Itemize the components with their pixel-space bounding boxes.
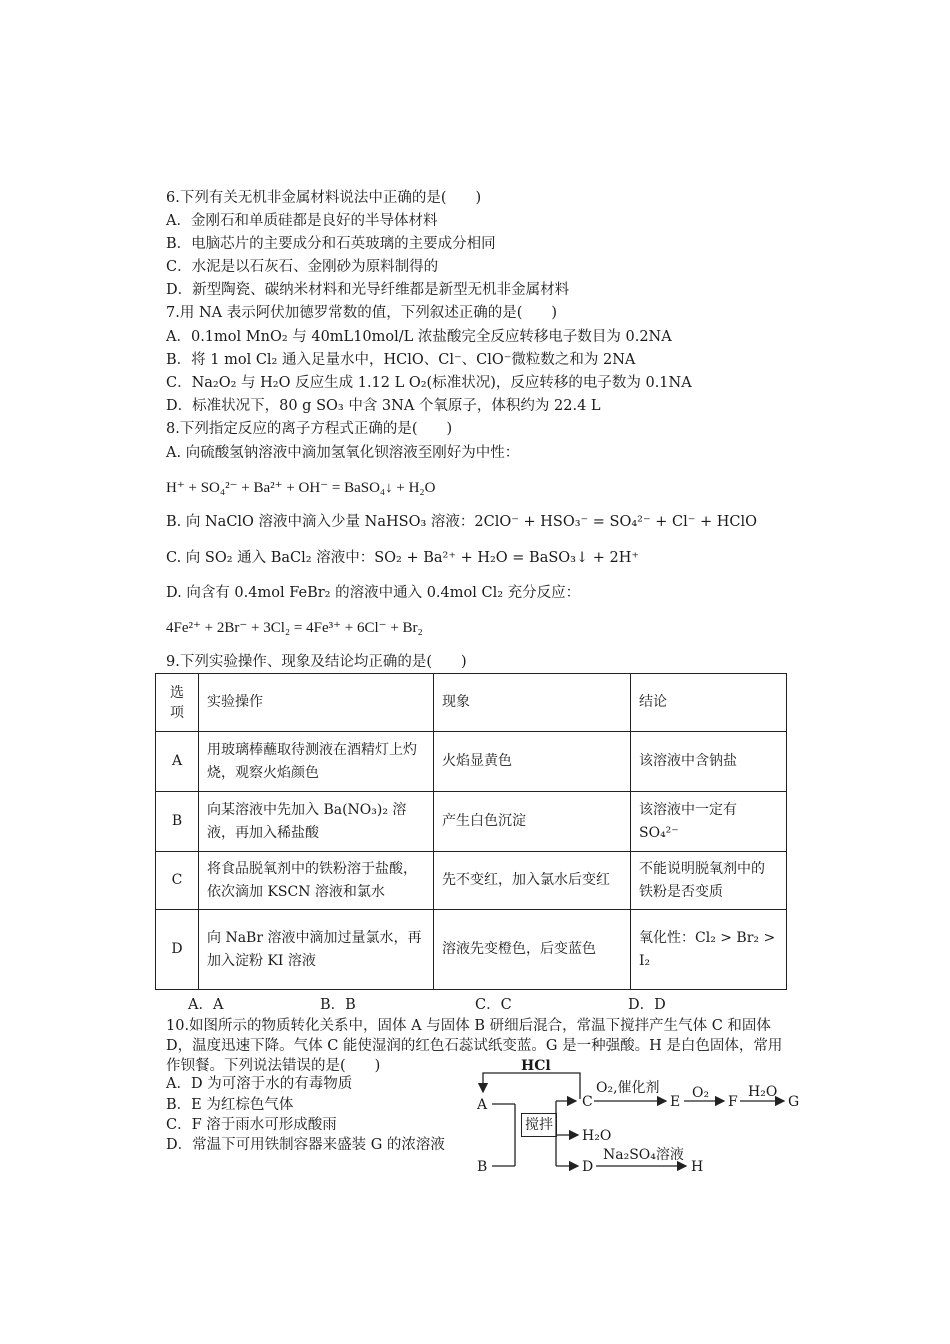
row-conclusion: 该溶液中一定有 SO₄²⁻ — [631, 792, 787, 852]
row-conclusion: 氧化性：Cl₂ > Br₂ > I₂ — [631, 910, 787, 990]
q8-option-a-text: A. 向硫酸氢钠溶液中滴加氢氧化钡溶液至刚好为中性： — [166, 445, 520, 461]
label-c: C — [582, 1094, 593, 1110]
q8-option-d-equation: 4Fe²⁺ + 2Br⁻ + 3Cl₂ = 4Fe³⁺ + 6Cl⁻ + Br₂ — [166, 620, 423, 636]
row-option: A — [156, 732, 199, 792]
header-phenomenon: 现象 — [434, 674, 631, 732]
label-o2: O₂ — [692, 1085, 710, 1101]
row-phenomenon: 产生白色沉淀 — [434, 792, 631, 852]
header-conclusion: 结论 — [631, 674, 787, 732]
label-h: H — [691, 1159, 704, 1175]
q6-option-a: A．金刚石和单质硅都是良好的半导体材料 — [166, 213, 438, 229]
q9-stem: 9.下列实验操作、现象及结论均正确的是( ) — [166, 654, 467, 670]
label-hcl: HCl — [521, 1058, 551, 1074]
q6-option-d: D．新型陶瓷、碳纳米材料和光导纤维都是新型无机非金属材料 — [166, 282, 570, 298]
label-b: B — [477, 1159, 488, 1175]
q10-option-b: B．E 为红棕色气体 — [166, 1097, 294, 1113]
row-operation: 向某溶液中先加入 Ba(NO₃)₂ 溶液，再加入稀盐酸 — [199, 792, 434, 852]
stir-box: 搅拌 — [521, 1113, 557, 1137]
row-option: B — [156, 792, 199, 852]
row-operation: 用玻璃棒蘸取待测液在酒精灯上灼烧，观察火焰颜色 — [199, 732, 434, 792]
q10-option-c: C．F 溶于雨水可形成酸雨 — [166, 1117, 337, 1133]
label-d: D — [582, 1159, 594, 1175]
label-e: E — [670, 1094, 681, 1110]
q8-option-c: C. 向 SO₂ 通入 BaCl₂ 溶液中：SO₂ + Ba²⁺ + H₂O = BaSO₃↓ + 2H⁺ — [166, 550, 640, 566]
q7-stem: 7.用 NA 表示阿伏加德罗常数的值，下列叙述正确的是( ) — [166, 305, 558, 321]
q8-option-a-equation: H⁺ + SO₄²⁻ + Ba²⁺ + OH⁻ = BaSO₄↓ + H₂O — [166, 480, 436, 496]
q9-choice-c: C．C — [475, 997, 512, 1013]
q10-option-a: A．D 为可溶于水的有毒物质 — [166, 1076, 353, 1092]
q8-stem: 8.下列指定反应的离子方程式正确的是( ) — [166, 421, 453, 437]
q8-option-b: B. 向 NaClO 溶液中滴入少量 NaHSO₃ 溶液：2ClO⁻ + HSO₃⁻ = SO₄²⁻ + Cl⁻ + HClO — [166, 514, 758, 530]
header-option: 选项 — [156, 674, 199, 732]
label-na2so4: Na₂SO₄溶液 — [603, 1147, 684, 1163]
row-operation: 向 NaBr 溶液中滴加过量氯水，再加入淀粉 KI 溶液 — [199, 910, 434, 990]
row-phenomenon: 溶液先变橙色，后变蓝色 — [434, 910, 631, 990]
q7-option-c: C．Na₂O₂ 与 H₂O 反应生成 1.12 L O₂(标准状况)，反应转移的电子数为 0.1NA — [166, 375, 692, 391]
row-conclusion: 不能说明脱氧剂中的铁粉是否变质 — [631, 852, 787, 910]
q6-stem: 6.下列有关无机非金属材料说法中正确的是( ) — [166, 190, 482, 206]
label-h2o-top: H₂O — [748, 1084, 778, 1100]
q7-option-d: D．标准状况下，80 g SO₃ 中含 3NA 个氧原子，体积约为 22.4 L — [166, 398, 601, 414]
q9-choice-b: B．B — [320, 997, 356, 1013]
header-operation: 实验操作 — [199, 674, 434, 732]
q7-option-a: A．0.1mol MnO₂ 与 40mL10mol/L 浓盐酸完全反应转移电子数目为 0.2NA — [166, 329, 672, 345]
row-conclusion: 该溶液中含钠盐 — [631, 732, 787, 792]
q7-option-b: B．将 1 mol Cl₂ 通入足量水中，HClO、Cl⁻、ClO⁻微粒数之和为 2NA — [166, 352, 636, 368]
row-operation: 将食品脱氧剂中的铁粉溶于盐酸，依次滴加 KSCN 溶液和氯水 — [199, 852, 434, 910]
label-g: G — [788, 1094, 800, 1110]
label-a: A — [477, 1097, 488, 1113]
q6-option-c: C．水泥是以石灰石、金刚砂为原料制得的 — [166, 259, 439, 275]
q10-option-d: D．常温下可用铁制容器来盛装 G 的浓溶液 — [166, 1137, 445, 1153]
row-option: D — [156, 910, 199, 990]
q9-choice-d: D．D — [628, 997, 666, 1013]
label-o2-catalyst: O₂,催化剂 — [596, 1080, 660, 1096]
row-phenomenon: 先不变红，加入氯水后变红 — [434, 852, 631, 910]
q10-stem: 10.如图所示的物质转化关系中，固体 A 与固体 B 研细后混合，常温下搅拌产生气体 C 和固体 D，温度迅速下降。气体 C 能使湿润的红色石蕊试纸变蓝。G 是一种强酸。H 是白色固体，常用作钡餐。下列说法错误的是( ) — [166, 1018, 783, 1074]
q8-option-d-text: D. 向含有 0.4mol FeBr₂ 的溶液中通入 0.4mol Cl₂ 充分反应： — [166, 585, 581, 601]
label-f: F — [728, 1094, 738, 1110]
row-phenomenon: 火焰显黄色 — [434, 732, 631, 792]
label-h2o-mid: H₂O — [582, 1128, 612, 1144]
q9-choice-a: A．A — [188, 997, 224, 1013]
row-option: C — [156, 852, 199, 910]
q6-option-b: B．电脑芯片的主要成分和石英玻璃的主要成分相同 — [166, 236, 496, 252]
